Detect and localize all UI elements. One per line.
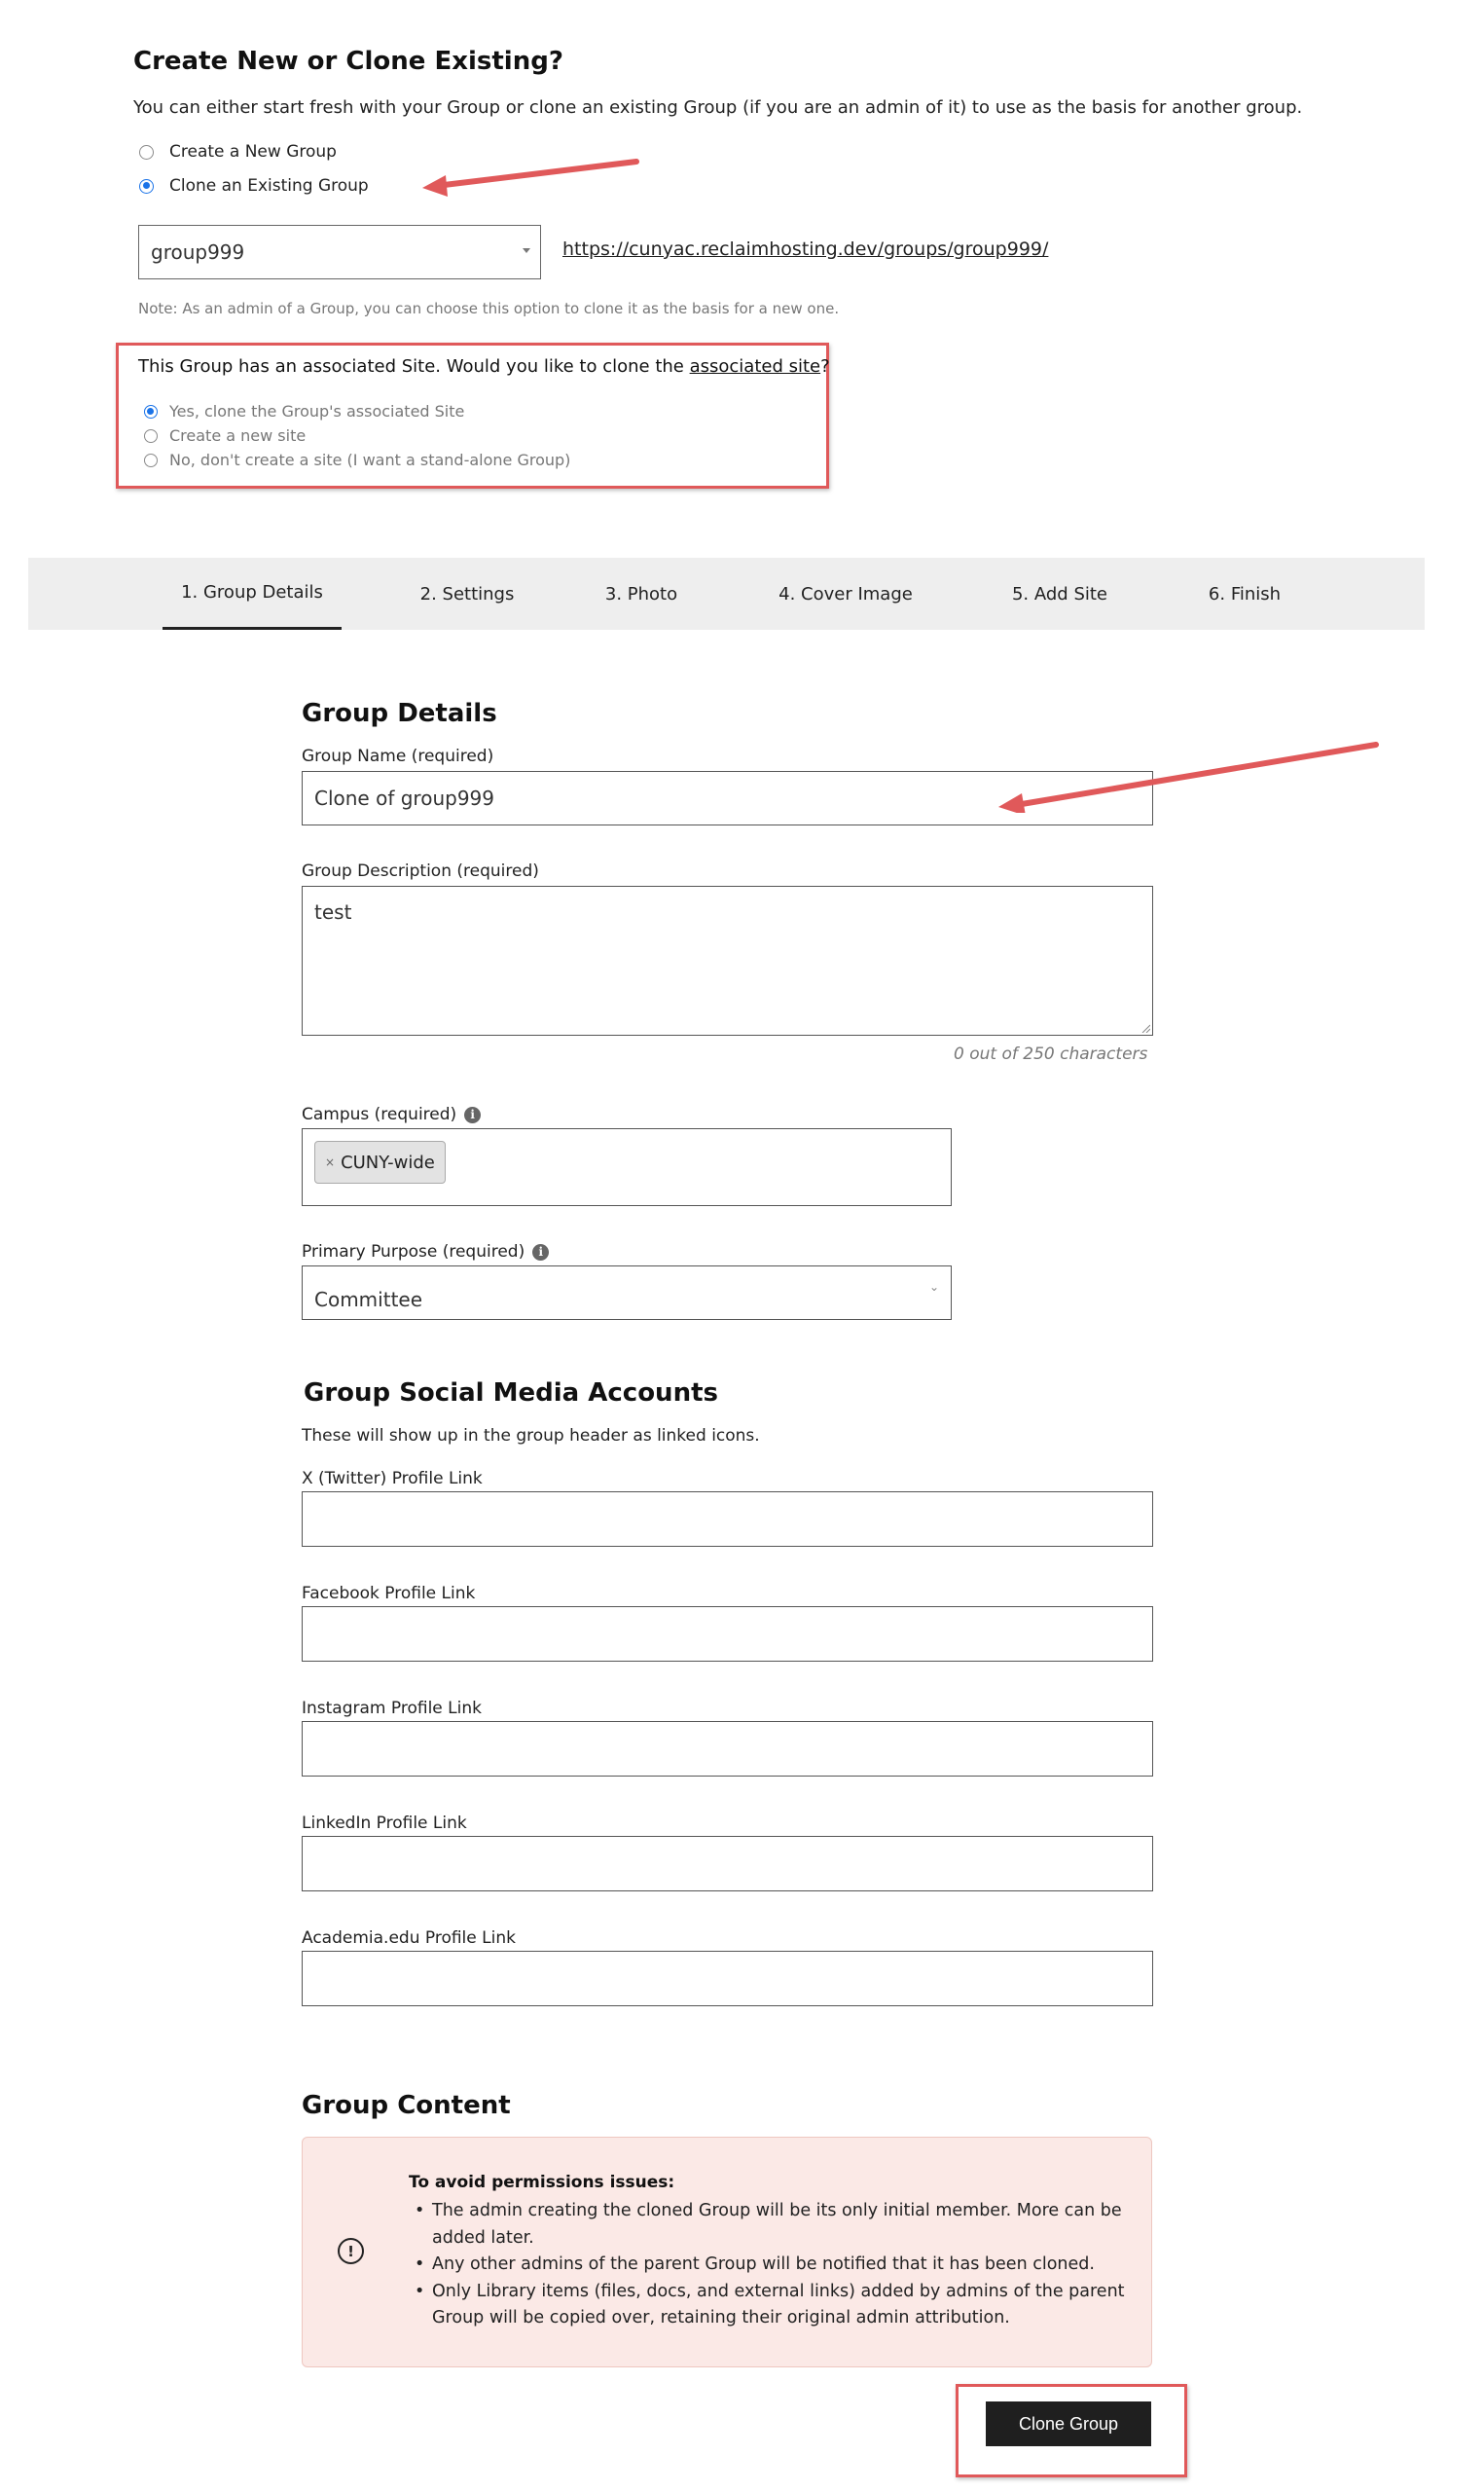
twitter-input[interactable] [302, 1491, 1153, 1547]
resize-handle-icon[interactable] [1140, 1023, 1150, 1033]
tab-group-details[interactable]: 1. Group Details [163, 558, 342, 630]
group-description-textarea[interactable] [302, 886, 1153, 1036]
campus-label [302, 1105, 481, 1124]
wizard-tab-bar [28, 558, 1425, 630]
campus-label-text: Campus (required) [302, 1105, 457, 1124]
site-option-clone-label: Yes, clone the Group's associated Site [169, 402, 465, 421]
associated-site-question [138, 356, 830, 377]
chevron-down-icon: ⌄ [928, 1280, 939, 1294]
description-char-counter: 0 out of 250 characters [954, 1044, 1148, 1064]
create-new-group-option[interactable] [139, 142, 337, 162]
facebook-label: Facebook Profile Link [302, 1584, 476, 1603]
tab-photo[interactable]: 3. Photo [604, 583, 678, 605]
instagram-input[interactable] [302, 1721, 1153, 1777]
social-media-help: These will show up in the group header as linked icons. [302, 1426, 760, 1446]
clone-note: Note: As an admin of a Group, you can choose this option to clone it as the basis for a new one. [138, 300, 840, 317]
campus-tag [314, 1141, 446, 1184]
info-icon[interactable]: i [532, 1244, 549, 1261]
create-new-group-radio[interactable] [139, 145, 154, 160]
tab-finish[interactable]: 6. Finish [1208, 583, 1282, 605]
associated-site-question-text: This Group has an associated Site. Would you like to clone the [138, 356, 690, 377]
group-name-value: Clone of group999 [314, 787, 494, 810]
site-option-none-radio[interactable] [144, 454, 158, 467]
associated-site-link[interactable]: associated site [689, 356, 821, 377]
clone-existing-group-radio[interactable] [139, 179, 154, 194]
site-option-clone[interactable] [144, 402, 464, 421]
academia-label: Academia.edu Profile Link [302, 1928, 516, 1948]
twitter-label: X (Twitter) Profile Link [302, 1469, 483, 1488]
group-url-link[interactable]: https://cunyac.reclaimhosting.dev/groups/group999/ [562, 238, 1049, 260]
primary-purpose-label [302, 1242, 549, 1262]
site-option-new-radio[interactable] [144, 429, 158, 443]
group-description-label: Group Description (required) [302, 861, 539, 881]
campus-tag-label: CUNY-wide [341, 1152, 435, 1173]
alert-title: To avoid permissions issues: [409, 2173, 675, 2192]
tab-cover-image[interactable]: 4. Cover Image [778, 583, 913, 605]
alert-list [409, 2198, 1129, 2332]
facebook-input[interactable] [302, 1606, 1153, 1662]
annotation-arrow [409, 146, 652, 204]
alert-list-item: • Any other admins of the parent Group will be notified that it has been cloned. [409, 2252, 1129, 2279]
clone-existing-group-option[interactable] [139, 176, 369, 196]
group-name-label: Group Name (required) [302, 747, 494, 766]
clone-group-button[interactable]: Clone Group [986, 2401, 1151, 2446]
group-details-title: Group Details [302, 699, 497, 728]
instagram-label: Instagram Profile Link [302, 1699, 482, 1718]
clone-section-intro: You can either start fresh with your Group or clone an existing Group (if you are an admin of it) to use as the basis for another group. [133, 97, 1303, 118]
academia-input[interactable] [302, 1951, 1153, 2006]
alert-list-item: • The admin creating the cloned Group will be its only initial member. More can be added later. [409, 2198, 1129, 2252]
site-option-none[interactable] [144, 451, 570, 469]
linkedin-input[interactable] [302, 1836, 1153, 1891]
permissions-alert [302, 2137, 1152, 2367]
close-icon[interactable]: × [325, 1155, 336, 1169]
group-content-title: Group Content [302, 2091, 511, 2120]
tab-add-site[interactable]: 5. Add Site [1011, 583, 1108, 605]
info-icon[interactable]: i [464, 1107, 481, 1123]
alert-list-item: • Only Library items (files, docs, and external links) added by admins of the parent Group will be copied over, retaining their original admin attribution. [409, 2279, 1129, 2332]
clone-section-title: Create New or Clone Existing? [133, 47, 563, 76]
site-option-none-label: No, don't create a site (I want a stand-alone Group) [169, 451, 571, 469]
group-select[interactable] [138, 225, 541, 279]
site-option-clone-radio[interactable] [144, 405, 158, 419]
chevron-down-icon [523, 248, 530, 253]
group-name-input[interactable] [302, 771, 1153, 825]
primary-purpose-value: Committee [314, 1288, 423, 1311]
tab-settings[interactable]: 2. Settings [419, 583, 515, 605]
linkedin-label: LinkedIn Profile Link [302, 1814, 467, 1833]
clone-existing-group-label: Clone an Existing Group [169, 176, 369, 196]
social-media-title: Group Social Media Accounts [304, 1378, 718, 1408]
campus-multiselect[interactable] [302, 1128, 952, 1206]
create-new-group-label: Create a New Group [169, 142, 337, 162]
primary-purpose-select[interactable] [302, 1265, 952, 1320]
associated-site-question-mark: ? [820, 356, 830, 377]
group-description-value: test [314, 900, 352, 924]
site-option-new-label: Create a new site [169, 426, 307, 445]
exclamation-circle-icon: ! [338, 2238, 364, 2264]
site-option-new[interactable] [144, 426, 306, 445]
primary-purpose-label-text: Primary Purpose (required) [302, 1242, 525, 1262]
group-select-value: group999 [151, 240, 245, 264]
